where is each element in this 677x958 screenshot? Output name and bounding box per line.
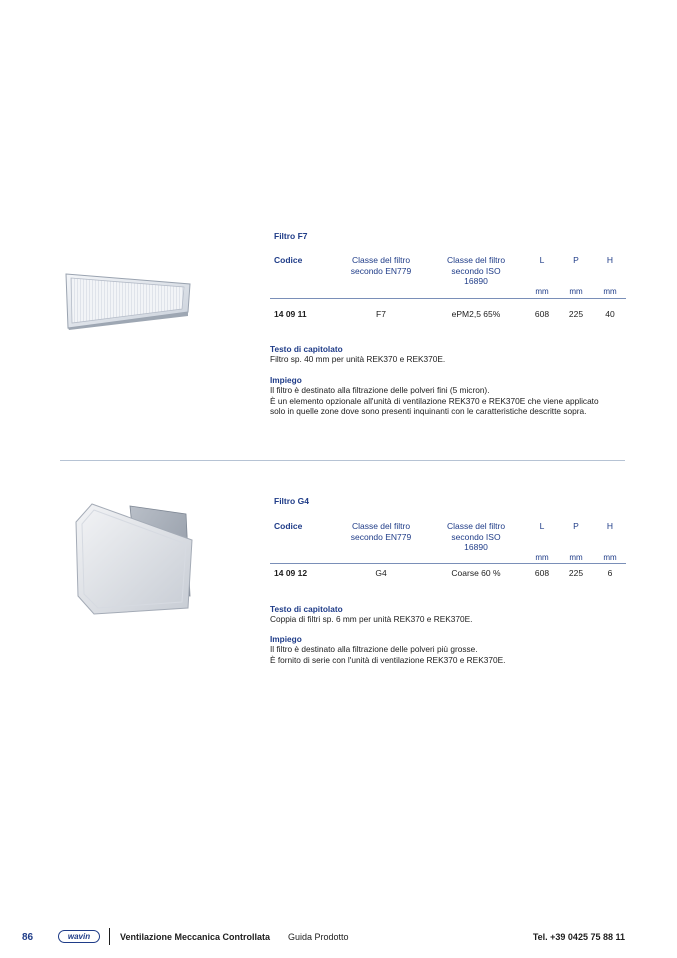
- col-header-p: P: [573, 255, 579, 265]
- col-header-h: H: [606, 521, 614, 531]
- col-header-h: H: [606, 255, 614, 265]
- spec-heading: Testo di capitolato: [270, 344, 343, 354]
- page-number: 86: [22, 932, 34, 943]
- col-header-l: L: [539, 255, 545, 265]
- cell-l: 608: [534, 309, 550, 319]
- col-header-class-en: Classe del filtro secondo EN779: [350, 521, 412, 542]
- cell-h: 40: [605, 309, 615, 319]
- unit-l: mm: [535, 286, 549, 296]
- col-header-p: P: [573, 521, 579, 531]
- use-line: Il filtro è destinato alla filtrazione delle polveri fini (5 micron).: [270, 385, 490, 396]
- cell-h: 6: [607, 568, 613, 578]
- col-header-class-en: Classe del filtro secondo EN779: [350, 255, 412, 276]
- unit-h: mm: [603, 552, 617, 562]
- use-text-block: [270, 634, 640, 665]
- spec-text: Filtro sp. 40 mm per unità REK370 e REK370E.: [270, 354, 446, 365]
- use-line: È fornito di serie con l'unità di ventilazione REK370 e REK370E.: [270, 654, 506, 665]
- product-title: Filtro G4: [274, 496, 309, 506]
- cell-code: 14 09 12: [274, 568, 308, 578]
- cell-p: 225: [568, 568, 584, 578]
- use-line: solo in quelle zone dove sono presenti inquinanti con le caratteristiche descritte sopra.: [270, 405, 587, 416]
- phone-number: Tel. +39 0425 75 88 11: [532, 932, 625, 942]
- product-title: Filtro F7: [274, 231, 308, 241]
- doc-subtitle: Guida Prodotto: [288, 932, 349, 942]
- spec-table: [274, 255, 626, 297]
- unit-l: mm: [535, 552, 549, 562]
- col-header-class-iso: Classe del filtro secondo ISO 16890: [446, 255, 506, 286]
- section-divider: [60, 460, 625, 461]
- cell-class-en: G4: [375, 568, 387, 578]
- use-text-block: [270, 375, 640, 416]
- col-header-class-iso: Classe del filtro secondo ISO 16890: [446, 521, 506, 552]
- col-header-code: Codice: [274, 521, 303, 531]
- spec-text: Coppia di filtri sp. 6 mm per unità REK370 e REK370E.: [270, 614, 473, 625]
- wavin-logo: wavin: [58, 930, 100, 943]
- spec-heading: Testo di capitolato: [270, 604, 343, 614]
- cell-p: 225: [568, 309, 584, 319]
- doc-title: Ventilazione Meccanica Controllata: [120, 932, 271, 942]
- spec-text-block: [270, 344, 630, 365]
- cell-class-iso: ePM2,5 65%: [451, 309, 501, 319]
- spec-table: [274, 521, 626, 563]
- footer-divider: [109, 928, 110, 945]
- unit-h: mm: [603, 286, 617, 296]
- table-rule: [270, 298, 626, 299]
- cell-class-en: F7: [376, 309, 386, 319]
- use-line: Il filtro è destinato alla filtrazione delle polveri più grosse.: [270, 644, 478, 655]
- table-row: [274, 568, 626, 578]
- product-image-g4: [68, 500, 196, 616]
- table-rule: [270, 563, 626, 564]
- product-image-f7: [62, 272, 194, 330]
- cell-class-iso: Coarse 60 %: [451, 568, 501, 578]
- col-header-code: Codice: [274, 255, 303, 265]
- col-header-l: L: [539, 521, 545, 531]
- unit-p: mm: [569, 552, 583, 562]
- use-heading: Impiego: [270, 634, 302, 644]
- table-row: [274, 309, 626, 319]
- use-heading: Impiego: [270, 375, 302, 385]
- cell-code: 14 09 11: [274, 309, 307, 319]
- spec-text-block: [270, 604, 630, 625]
- use-line: È un elemento opzionale all'unità di ventilazione REK370 e REK370E che viene applicato: [270, 395, 599, 406]
- cell-l: 608: [534, 568, 550, 578]
- page-footer: [0, 930, 677, 946]
- unit-p: mm: [569, 286, 583, 296]
